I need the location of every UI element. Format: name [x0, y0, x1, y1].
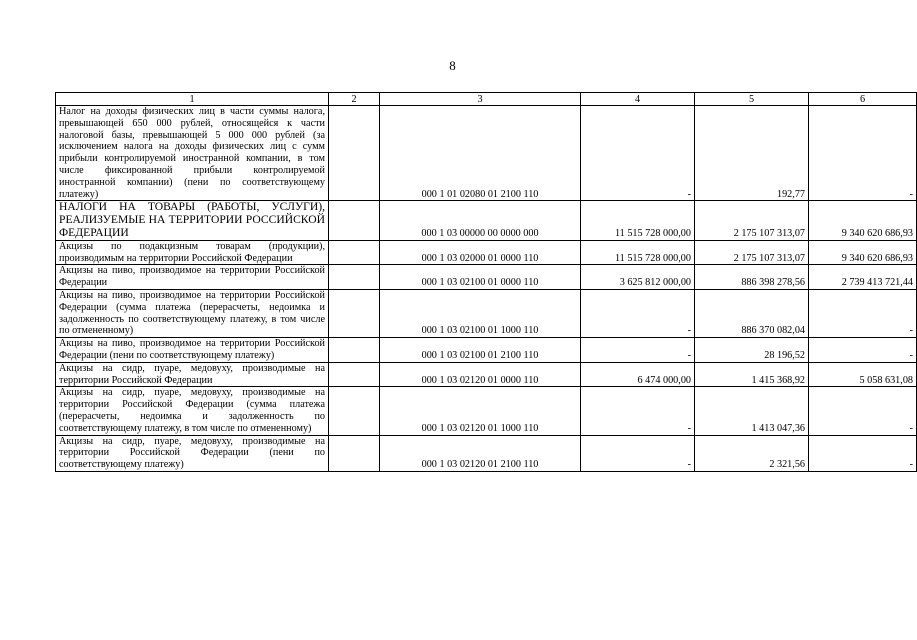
row-budget-code: 000 1 03 02100 01 1000 110 [380, 289, 581, 337]
row-executed: 1 413 047,36 [695, 387, 809, 435]
row-name: Акцизы на сидр, пуаре, медовуху, производимые на территории Российской Федерации [56, 362, 329, 387]
table-row [56, 240, 917, 265]
row-executed: 192,77 [695, 106, 809, 201]
row-executed: 2 175 107 313,07 [695, 240, 809, 265]
row-budget-code: 000 1 03 02120 01 0000 110 [380, 362, 581, 387]
row-executed: 2 321,56 [695, 435, 809, 471]
row-budget-code: 000 1 03 00000 00 0000 000 [380, 201, 581, 240]
row-name: Акцизы по подакцизным товарам (продукции), производимым на территории Российской Федерации [56, 240, 329, 265]
column-header: 6 [809, 93, 917, 106]
table-row [56, 338, 917, 363]
row-line-code [329, 106, 380, 201]
table-row [56, 362, 917, 387]
row-name: Налог на доходы физических лиц в части суммы налога, превышающей 650 000 рублей, относящейся к части налоговой базы, превышающей 5 000 000 рублей (за исключением налога на доходы физических лиц с сумм прибыли контролируемой иностранной компании, в том числе фиксированной прибыли контролируемой иностранной компании) (пени по соответствующему платежу) [56, 106, 329, 201]
row-name: Акцизы на сидр, пуаре, медовуху, производимые на территории Российской Федерации (пени по соответствующему платежу) [56, 435, 329, 471]
row-executed: 1 415 368,92 [695, 362, 809, 387]
row-executed: 886 370 082,04 [695, 289, 809, 337]
row-approved: - [581, 289, 695, 337]
row-approved: - [581, 387, 695, 435]
row-line-code [329, 240, 380, 265]
row-line-code [329, 265, 380, 290]
row-approved: - [581, 435, 695, 471]
row-approved: 11 515 728 000,00 [581, 201, 695, 240]
table-row [56, 106, 917, 201]
row-line-code [329, 338, 380, 363]
row-budget-code: 000 1 03 02120 01 2100 110 [380, 435, 581, 471]
column-header: 3 [380, 93, 581, 106]
table-row [56, 201, 917, 240]
row-unexecuted: - [809, 387, 917, 435]
row-budget-code: 000 1 03 02000 01 0000 110 [380, 240, 581, 265]
table-header-row [56, 93, 917, 106]
row-name: Акцизы на пиво, производимое на территории Российской Федерации (сумма платежа (перерасчеты, недоимка и задолженность по соответствующему платежу, в том числе по отмененному) [56, 289, 329, 337]
row-approved: 3 625 812 000,00 [581, 265, 695, 290]
table-row [56, 289, 917, 337]
row-line-code [329, 289, 380, 337]
budget-execution-table [55, 92, 917, 472]
row-line-code [329, 201, 380, 240]
row-approved: - [581, 338, 695, 363]
row-budget-code: 000 1 01 02080 01 2100 110 [380, 106, 581, 201]
column-header: 5 [695, 93, 809, 106]
row-budget-code: 000 1 03 02100 01 2100 110 [380, 338, 581, 363]
row-approved: - [581, 106, 695, 201]
table-row [56, 265, 917, 290]
row-budget-code: 000 1 03 02100 01 0000 110 [380, 265, 581, 290]
row-unexecuted: 9 340 620 686,93 [809, 201, 917, 240]
row-line-code [329, 362, 380, 387]
row-approved: 11 515 728 000,00 [581, 240, 695, 265]
row-name: НАЛОГИ НА ТОВАРЫ (РАБОТЫ, УСЛУГИ), РЕАЛИЗУЕМЫЕ НА ТЕРРИТОРИИ РОССИЙСКОЙ ФЕДЕРАЦИИ [56, 201, 329, 240]
row-executed: 886 398 278,56 [695, 265, 809, 290]
row-unexecuted: - [809, 435, 917, 471]
column-header: 1 [56, 93, 329, 106]
row-unexecuted: 5 058 631,08 [809, 362, 917, 387]
row-name: Акцизы на пиво, производимое на территории Российской Федерации (пени по соответствующему платежу) [56, 338, 329, 363]
row-unexecuted: 2 739 413 721,44 [809, 265, 917, 290]
column-header: 2 [329, 93, 380, 106]
row-line-code [329, 387, 380, 435]
row-executed: 2 175 107 313,07 [695, 201, 809, 240]
row-approved: 6 474 000,00 [581, 362, 695, 387]
row-name: Акцизы на пиво, производимое на территории Российской Федерации [56, 265, 329, 290]
page-number: 8 [449, 58, 456, 73]
column-header: 4 [581, 93, 695, 106]
table-row [56, 387, 917, 435]
table-row [56, 435, 917, 471]
row-unexecuted: 9 340 620 686,93 [809, 240, 917, 265]
row-name: Акцизы на сидр, пуаре, медовуху, производимые на территории Российской Федерации (сумма платежа (перерасчеты, недоимка и задолженность по соответствующему платежу, в том числе по отмененному) [56, 387, 329, 435]
row-unexecuted: - [809, 338, 917, 363]
row-line-code [329, 435, 380, 471]
row-unexecuted: - [809, 289, 917, 337]
row-unexecuted: - [809, 106, 917, 201]
row-executed: 28 196,52 [695, 338, 809, 363]
row-budget-code: 000 1 03 02120 01 1000 110 [380, 387, 581, 435]
